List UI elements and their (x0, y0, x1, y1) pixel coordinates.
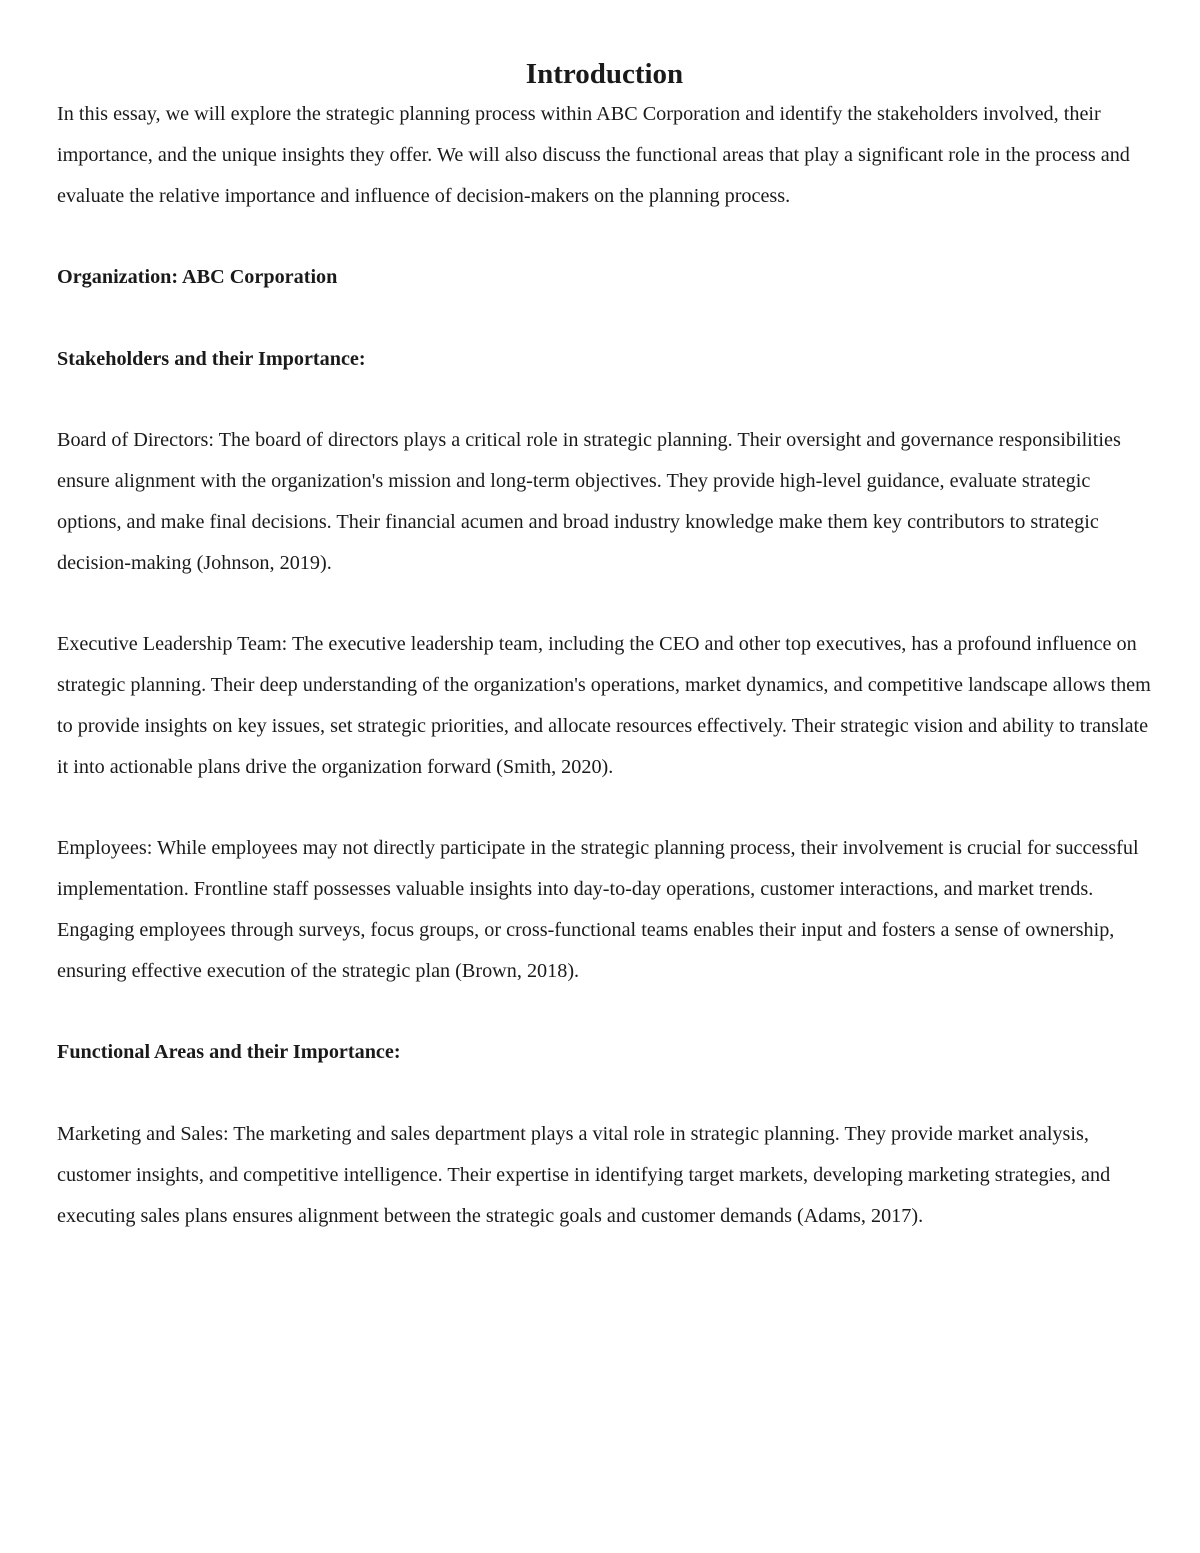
paragraph-spacer (57, 992, 1152, 1033)
intro-paragraph: In this essay, we will explore the strategic planning process within ABC Corporation and identify the stakeholders involved, their importance, and the unique insights they offer. We will also discuss the functional areas that play a significant role in the process and evaluate the relative importance and influence of decision-makers on the planning process. (57, 103, 1130, 207)
document-body (57, 56, 1152, 1236)
paragraph-spacer (57, 216, 1152, 257)
paragraph-spacer (57, 298, 1152, 339)
organization-heading: Organization: ABC Corporation (57, 266, 338, 289)
stakeholder-employees-paragraph: Employees: While employees may not directly participate in the strategic planning process, their involvement is crucial for successful implementation. Frontline staff possesses valuable insights into day-to-day operations, customer interactions, and market trends. Engaging employees through surveys, focus groups, or cross-functional teams enables their input and fosters a sense of ownership, ensuring effective execution of the strategic plan (Brown, 2018). (57, 837, 1139, 982)
stakeholder-executive-paragraph: Executive Leadership Team: The executive leadership team, including the CEO and other top executives, has a profound influence on strategic planning. Their deep understanding of the organization's operations, market dynamics, and competitive landscape allows them to provide insights on key issues, set strategic priorities, and allocate resources effectively. Their strategic vision and ability to translate it into actionable plans drive the organization forward (Smith, 2020). (57, 633, 1151, 778)
paragraph-spacer (57, 1073, 1152, 1114)
paragraph-spacer (57, 380, 1152, 421)
functional-marketing-paragraph: Marketing and Sales: The marketing and sales department plays a vital role in strategic planning. They provide market analysis, customer insights, and competitive intelligence. Their expertise in identifying target markets, developing marketing strategies, and executing sales plans ensures alignment between the strategic goals and customer demands (Adams, 2017). (57, 1122, 1111, 1227)
functional-areas-heading: Functional Areas and their Importance: (57, 1041, 401, 1064)
page-title: Introduction (525, 58, 684, 90)
stakeholders-heading: Stakeholders and their Importance: (57, 347, 366, 370)
paragraph-spacer (57, 788, 1152, 829)
paragraph-spacer (57, 584, 1152, 625)
stakeholder-board-paragraph: Board of Directors: The board of directors plays a critical role in strategic planning. Their oversight and governance responsibilities ensure alignment with the organization's mission and long-term objectives. They provide high-level guidance, evaluate strategic options, and make final decisions. Their financial acumen and broad industry knowledge make them key contributors to strategic decision-making (Johnson, 2019). (57, 429, 1121, 574)
